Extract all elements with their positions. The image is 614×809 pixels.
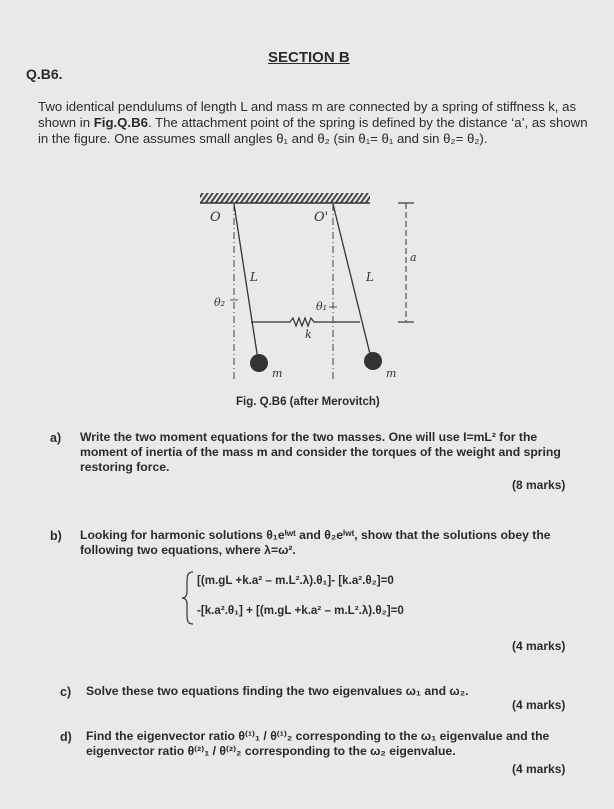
right-mass: [364, 352, 382, 370]
part-b-marks: (4 marks): [512, 639, 566, 653]
label-L-right: L: [366, 270, 374, 284]
part-a-text: Write the two moment equations for the two masses. One will use I=mL² for the moment of inertia of the mass m and consider the torques of the weight and spring restoring force.: [80, 430, 561, 474]
part-b-label: b): [50, 529, 62, 543]
part-c-text: Solve these two equations finding the two eigenvalues ω₁ and ω₂.: [86, 684, 469, 698]
equation-2: -[k.a².θ₁] + [(m.gL +k.a² – m.L².λ).θ₂]=0: [197, 604, 404, 617]
label-O-prime: O': [314, 210, 329, 225]
part-d-label: d): [60, 730, 72, 744]
part-d-marks: (4 marks): [512, 762, 566, 776]
spring: [251, 318, 360, 326]
label-O: O: [210, 210, 221, 225]
part-a-label: a): [50, 431, 62, 445]
equation-1: [(m.gL +k.a² – m.L².λ).θ₁]- [k.a².θ₂]=0: [197, 574, 394, 587]
equation-brace: [181, 570, 195, 626]
question-number: Q.B6.: [26, 66, 63, 82]
part-d-text: Find the eigenvector ratio θ⁽¹⁾₁ / θ⁽¹⁾₂ corresponding to the ω₁ eigenvalue and the eigenvector ratio θ⁽²⁾₁ / θ⁽²⁾₂ corresponding to the ω₂ eigenvalue.: [86, 729, 550, 758]
part-c-marks: (4 marks): [512, 698, 566, 712]
label-a: a: [410, 251, 417, 264]
figure-caption: Fig. Q.B6 (after Merovitch): [236, 396, 380, 408]
pendulum-figure: [190, 188, 430, 394]
intro-text-part1: Two identical pendulums of length L and mass m are connected by a spring of stiffness k, as shown in: [38, 99, 577, 131]
part-c-label: c): [60, 685, 72, 699]
intro-figure-reference: Fig.Q.B6: [93, 115, 148, 131]
label-m-right: m: [386, 367, 397, 380]
label-k: k: [305, 328, 312, 341]
label-theta2: θ₂: [214, 296, 226, 309]
label-m-left: m: [272, 367, 283, 380]
part-b-text: Looking for harmonic solutions θ₁eⁱʷᵗ and θ₂eⁱʷᵗ, show that the solutions obey the following two equations, where λ=ω².: [80, 528, 551, 557]
ceiling-hatch: [200, 193, 370, 203]
question-intro: [38, 99, 588, 148]
label-L-left: L: [250, 270, 258, 284]
part-a-marks: (8 marks): [512, 478, 566, 492]
left-mass: [250, 354, 268, 372]
label-theta1: θ₁: [316, 300, 328, 313]
section-title: SECTION B: [268, 49, 350, 66]
intro-text-part2: . The attachment point of the spring is defined by the distance ‘a’, as shown in the figure. One assumes small angles θ₁ and θ₂ (sin θ₁= θ₁ and sin θ₂= θ₂).: [38, 115, 588, 147]
